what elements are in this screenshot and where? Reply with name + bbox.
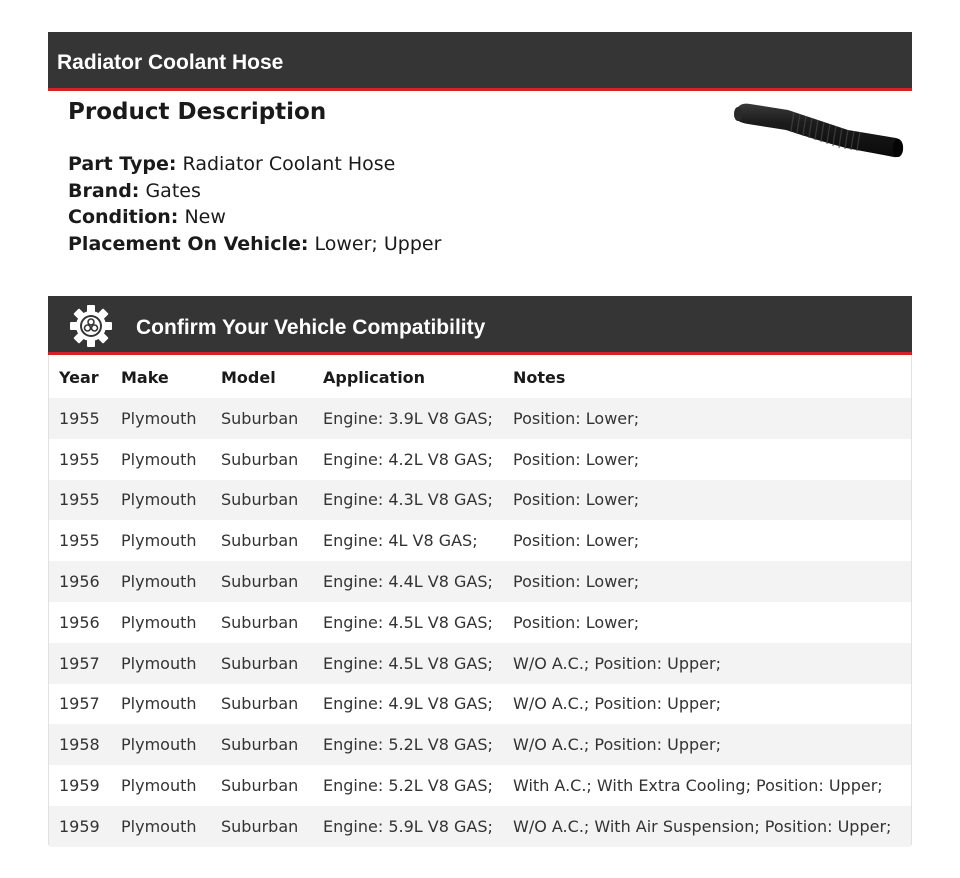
field-brand [68, 178, 708, 205]
field-value: Radiator Coolant Hose [182, 153, 396, 175]
cell-year: 1955 [59, 449, 100, 469]
field-part-type [68, 151, 708, 178]
cell-notes: With A.C.; With Extra Cooling; Position: Upper; [513, 776, 883, 796]
cell-make: Plymouth [121, 531, 197, 551]
table-row [49, 520, 911, 561]
cell-make: Plymouth [121, 449, 197, 469]
column-header-make: Make [121, 368, 169, 387]
table-header-row [49, 355, 911, 398]
field-value: Lower; Upper [314, 232, 442, 255]
cell-application: Engine: 4.4L V8 GAS; [323, 572, 493, 592]
cell-make: Plymouth [121, 776, 197, 796]
cell-application: Engine: 4L V8 GAS; [323, 531, 478, 551]
field-label: Brand: [68, 179, 140, 202]
cell-year: 1955 [59, 490, 100, 510]
compatibility-table [48, 355, 912, 845]
product-description [68, 96, 708, 257]
table-row [49, 398, 911, 439]
compatibility-bar [48, 296, 912, 355]
product-title-bar [48, 32, 912, 91]
cell-year: 1956 [59, 612, 100, 632]
field-label: Placement On Vehicle: [68, 232, 309, 255]
cell-make: Plymouth [121, 653, 197, 673]
cell-model: Suburban [221, 612, 299, 632]
table-row [49, 684, 911, 725]
table-row [49, 602, 911, 643]
cell-make: Plymouth [121, 408, 197, 428]
cell-notes: Position: Lower; [513, 572, 640, 592]
cell-model: Suburban [221, 735, 299, 755]
compatibility-title: Confirm Your Vehicle Compatibility [136, 316, 486, 339]
product-title: Radiator Coolant Hose [57, 51, 284, 74]
cell-notes: W/O A.C.; Position: Upper; [513, 653, 721, 673]
cell-notes: W/O A.C.; Position: Upper; [513, 735, 721, 755]
cell-make: Plymouth [121, 735, 197, 755]
cell-application: Engine: 4.2L V8 GAS; [323, 449, 493, 469]
field-label: Part Type: [68, 153, 177, 175]
cell-model: Suburban [221, 531, 299, 551]
cell-notes: W/O A.C.; With Air Suspension; Position: Upper; [513, 816, 892, 836]
table-row [49, 561, 911, 602]
cell-application: Engine: 4.3L V8 GAS; [323, 490, 493, 510]
description-heading: Product Description [68, 99, 327, 125]
cell-notes: Position: Lower; [513, 449, 640, 469]
cell-application: Engine: 5.9L V8 GAS; [323, 816, 493, 836]
cell-year: 1957 [59, 653, 100, 673]
cell-application: Engine: 4.5L V8 GAS; [323, 612, 493, 632]
cell-year: 1956 [59, 572, 100, 592]
column-header-notes: Notes [513, 368, 566, 387]
cell-model: Suburban [221, 653, 299, 673]
cell-year: 1959 [59, 816, 100, 836]
cell-make: Plymouth [121, 490, 197, 510]
cell-make: Plymouth [121, 612, 197, 632]
field-value: New [184, 206, 226, 228]
cell-year: 1959 [59, 776, 100, 796]
field-value: Gates [145, 179, 201, 202]
column-header-application: Application [323, 368, 426, 387]
cell-notes: Position: Lower; [513, 612, 640, 632]
table-row [49, 806, 911, 847]
field-label: Condition: [68, 206, 179, 228]
table-row [49, 643, 911, 684]
hose-image [728, 96, 908, 166]
cell-make: Plymouth [121, 694, 197, 714]
field-placement [68, 231, 708, 258]
table-row [49, 480, 911, 521]
table-row [49, 439, 911, 480]
cell-model: Suburban [221, 490, 299, 510]
cell-model: Suburban [221, 449, 299, 469]
gear-icon [70, 305, 112, 347]
cell-model: Suburban [221, 572, 299, 592]
column-header-year: Year [59, 368, 99, 387]
cell-make: Plymouth [121, 572, 197, 592]
field-condition [68, 204, 708, 231]
cell-notes: Position: Lower; [513, 408, 640, 428]
cell-year: 1955 [59, 408, 100, 428]
cell-application: Engine: 5.2L V8 GAS; [323, 776, 493, 796]
cell-model: Suburban [221, 816, 299, 836]
cell-model: Suburban [221, 694, 299, 714]
cell-application: Engine: 4.5L V8 GAS; [323, 653, 493, 673]
cell-application: Engine: 5.2L V8 GAS; [323, 735, 493, 755]
cell-year: 1958 [59, 735, 100, 755]
cell-year: 1955 [59, 531, 100, 551]
table-row [49, 765, 911, 806]
table-row [49, 724, 911, 765]
cell-model: Suburban [221, 408, 299, 428]
cell-year: 1957 [59, 694, 100, 714]
cell-make: Plymouth [121, 816, 197, 836]
cell-notes: Position: Lower; [513, 531, 640, 551]
cell-application: Engine: 4.9L V8 GAS; [323, 694, 493, 714]
column-header-model: Model [221, 368, 276, 387]
cell-notes: Position: Lower; [513, 490, 640, 510]
cell-model: Suburban [221, 776, 299, 796]
cell-notes: W/O A.C.; Position: Upper; [513, 694, 721, 714]
cell-application: Engine: 3.9L V8 GAS; [323, 408, 493, 428]
